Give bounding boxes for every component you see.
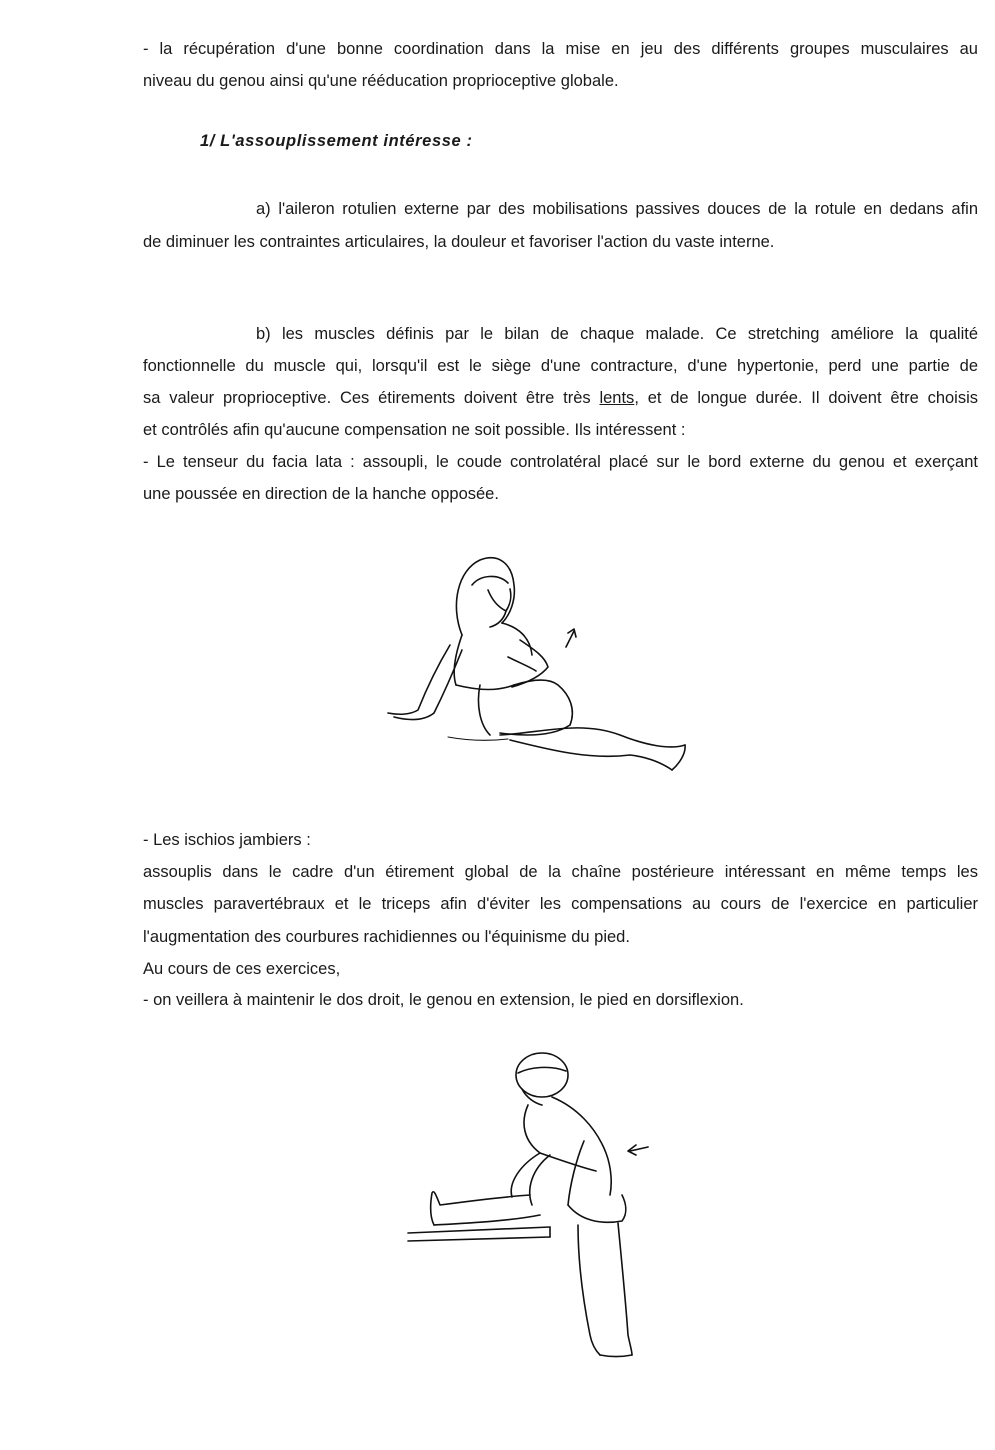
illustration-standing-hamstring-stretch: [400, 1045, 660, 1365]
ischio-line-4: l'augmentation des courbures rachidiennes ou l'équinisme du pied.: [143, 928, 630, 946]
para-b-line-5: - Le tenseur du facia lata : assoupli, le coude controlatéral placé sur le bord externe du genou et exerçant: [143, 453, 978, 471]
para-b-line-6: une poussée en direction de la hanche opposée.: [143, 485, 499, 503]
intro-line-2: niveau du genou ainsi qu'une rééducation proprioceptive globale.: [143, 72, 619, 90]
para-a-line-1: a) l'aileron rotulien externe par des mobilisations passives douces de la rotule en dedans afin: [256, 200, 978, 218]
section-heading: 1/ L'assouplissement intéresse :: [200, 132, 473, 150]
ischio-line-6: - on veillera à maintenir le dos droit, le genou en extension, le pied en dorsiflexion.: [143, 991, 744, 1009]
para-b-line-1: b) les muscles définis par le bilan de chaque malade. Ce stretching améliore la qualité: [256, 325, 978, 343]
para-b-line-2: fonctionnelle du muscle qui, lorsqu'il est le siège d'une contracture, d'une hypertonie, perd une partie de: [143, 357, 978, 375]
para-a-line-2: de diminuer les contraintes articulaires, la douleur et favoriser l'action du vaste interne.: [143, 233, 775, 251]
ischio-line-3: muscles paravertébraux et le triceps afin d'éviter les compensations au cours de l'exercice en particulier: [143, 895, 978, 913]
underlined-word: lents: [599, 389, 635, 407]
para-b-line-4: et contrôlés afin qu'aucune compensation ne soit possible. Ils intéressent :: [143, 421, 686, 439]
para-b-line-3: sa valeur proprioceptive. Ces étirements doivent être très lents, et de longue durée. Il doivent être choisis: [143, 389, 979, 407]
ischio-line-5: Au cours de ces exercices,: [143, 960, 341, 978]
ischio-line-1: - Les ischios jambiers :: [143, 831, 311, 849]
illustration-seated-stretch: [380, 545, 700, 775]
intro-line-1: - la récupération d'une bonne coordination dans la mise en jeu des différents groupes musculaires au: [143, 40, 978, 58]
ischio-line-2: assouplis dans le cadre d'un étirement global de la chaîne postérieure intéressant en même temps les: [143, 863, 978, 881]
